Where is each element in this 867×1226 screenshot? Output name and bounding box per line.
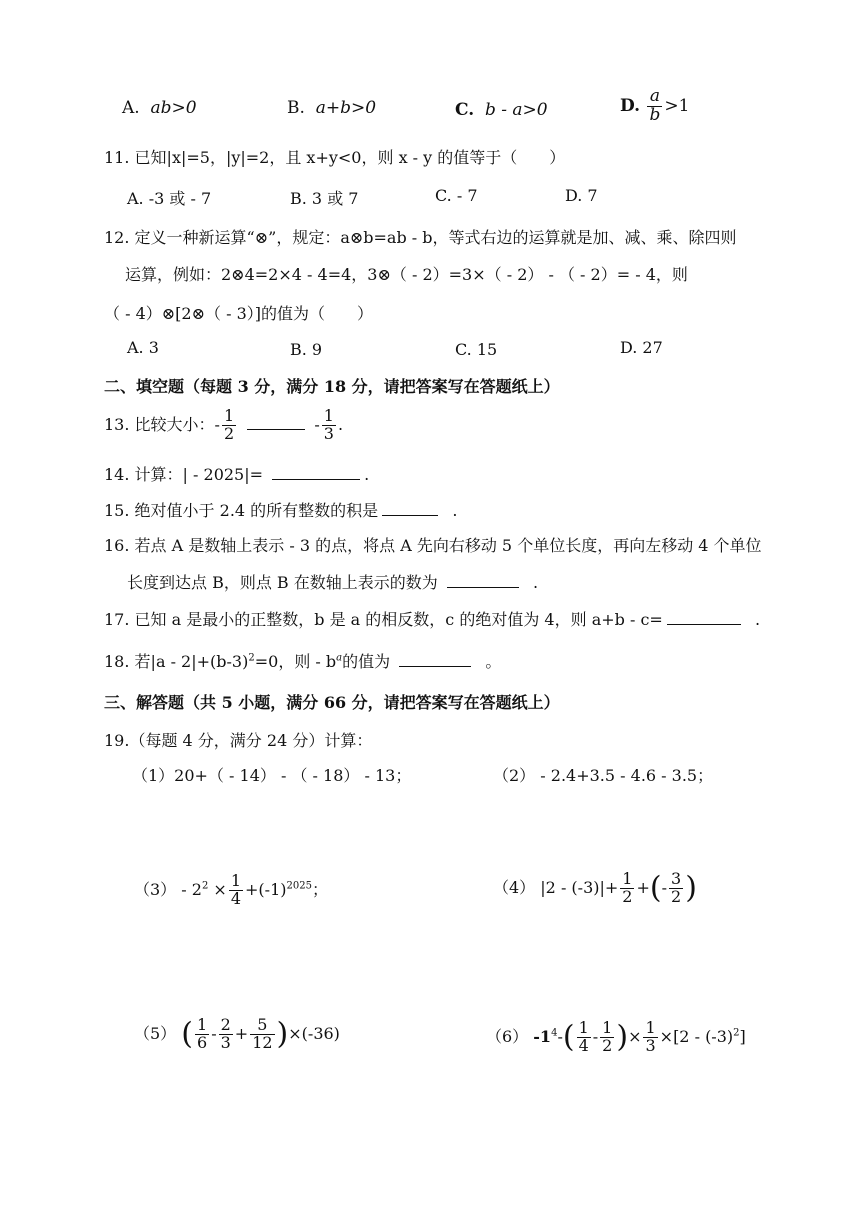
question-19-stem: （每题 4 分，满分 24 分）计算：	[129, 731, 373, 750]
question-16-line1: 若点 A 是数轴上表示 - 3 的点，将点 A 先向右移动 5 个单位长度，再向左移动 4 个单位	[134, 536, 762, 555]
q19-p5-right-paren: )	[276, 1016, 289, 1052]
q19-part-2: （2） - 2.4+3.5 - 4.6 - 3.5；	[493, 766, 714, 785]
q19-p4-right-paren: )	[685, 870, 697, 906]
q10-option-c-expr: b - a>0	[484, 100, 548, 120]
question-14: 14. 计算：| - 2025|= .	[104, 465, 370, 484]
q19-p5-fraction-2: $\frac{2}{3}$	[220, 1015, 231, 1052]
q13-fraction-1: $\frac{1}{2}$	[223, 406, 235, 443]
question-17: 17. 已知 a 是最小的正整数，b 是 a 的相反数，c 的绝对值为 4，则 a+b - c= .	[104, 610, 761, 629]
question-11-stem: 已知|x|=5，|y|=2，且 x+y<0，则 x - y 的值等于（ ）	[134, 148, 566, 167]
q11-option-b: B. 3 或 7	[290, 189, 359, 208]
q15-answer-blank[interactable]	[382, 515, 438, 516]
question-19: 19.（每题 4 分，满分 24 分）计算：	[104, 731, 373, 750]
q13-fraction-2: $\frac{1}{3}$	[323, 406, 334, 443]
q19-p6-fraction-2: $\frac{1}{2}$	[602, 1018, 613, 1055]
q19-p4-fraction-1: $\frac{1}{2}$	[622, 869, 633, 906]
q19-p3-fraction: $\frac{1}{4}$	[230, 871, 242, 908]
q19-p4-left-paren: (	[649, 870, 662, 906]
q12-option-b: B. 9	[290, 340, 323, 359]
q10-option-b-expr: a+b>0	[315, 98, 377, 118]
q19-part-6: （6） $-1^4-$( $\frac{1}{4}$ - $\frac{1}{2}$ )× $\frac{1}{3}$ $\times[2 - (-3)^2]$	[486, 1018, 746, 1055]
q10-option-a: A. ab>0	[122, 98, 197, 118]
question-11: 11. 已知|x|=5，|y|=2，且 x+y<0，则 x - y 的值等于（ ）	[104, 148, 566, 167]
section-3-title: 三、解答题（共 5 小题，满分 66 分，请把答案写在答题纸上）	[104, 693, 560, 712]
q19-part-3: $(3) - 2^2$ × $\frac{1}{4}$ $+(-1)^{2025}$；	[134, 871, 328, 908]
q19-p5-fraction-1: $\frac{1}{6}$	[197, 1015, 208, 1052]
question-15: 15. 绝对值小于 2.4 的所有整数的积是 .	[104, 501, 458, 520]
q19-part-5: （5） ( $\frac{1}{6}$ - $\frac{2}{3}$ + $\frac{5}{12}$ )×(-36)	[134, 1015, 340, 1052]
q18-answer-blank[interactable]	[399, 666, 471, 667]
question-12-line1: 定义一种新运算“⊗”，规定：a⊗b=ab - b，等式右边的运算就是加、减、乘、除四则	[134, 228, 737, 247]
q19-p6-right-paren: )	[616, 1019, 629, 1055]
q19-p5-fraction-3: $\frac{5}{12}$	[252, 1015, 273, 1052]
q10-option-d: D. $\frac{a}{b}$ >1	[620, 86, 690, 125]
question-18: 18. 若$|a - 2|+(b-3)^2=0$，则 - $b^a$的值为 。	[104, 652, 502, 671]
question-12-line3: （ - 4）⊗[2⊗（ - 3）]的值为（ ）	[104, 304, 373, 323]
q10-option-c: C. b - a>0	[455, 100, 548, 120]
q19-p6-fraction-3: $\frac{1}{3}$	[645, 1018, 656, 1055]
q11-option-d: D. 7	[565, 186, 598, 205]
question-16: 16. 若点 A 是数轴上表示 - 3 的点，将点 A 先向右移动 5 个单位长度，再向左移动 4 个单位	[104, 536, 762, 555]
q16-answer-blank[interactable]	[447, 587, 519, 588]
q13-answer-blank[interactable]	[247, 429, 305, 430]
question-12: 12. 定义一种新运算“⊗”，规定：a⊗b=ab - b，等式右边的运算就是加、减、乘、除四则	[104, 228, 737, 247]
q10-option-b: B. a+b>0	[287, 98, 377, 118]
q19-p4-fraction-2: $\frac{3}{2}$	[671, 869, 682, 906]
q19-p6-fraction-1: $\frac{1}{4}$	[578, 1018, 589, 1055]
q19-part-1: （1）20+（ - 14） - （ - 18） - 13；	[132, 766, 412, 785]
q12-option-d: D. 27	[620, 338, 663, 357]
q19-p5-left-paren: (	[181, 1016, 193, 1052]
q10-option-d-fraction: $\frac{a}{b}$	[649, 86, 661, 125]
question-12-line2: 运算，例如：2⊗4=2×4 - 4=4，3⊗（ - 2）=3×（ - 2） - （ - 2）= - 4，则	[125, 265, 688, 284]
q12-option-a: A. 3	[127, 338, 159, 357]
q19-part-4: （4） |2 - (-3)|+ $\frac{1}{2}$ +(- $\frac{3}{2}$ )	[493, 869, 697, 906]
q14-answer-blank[interactable]	[272, 479, 360, 480]
question-13: 13. 比较大小：- $\frac{1}{2}$ - $\frac{1}{3}$ .	[104, 406, 344, 443]
q12-option-c: C. 15	[455, 340, 498, 359]
q17-answer-blank[interactable]	[667, 624, 741, 625]
question-16-line2: 长度到达点 B，则点 B 在数轴上表示的数为 .	[127, 573, 539, 592]
q11-option-c: C. - 7	[435, 186, 478, 205]
q19-p6-left-paren: (	[562, 1019, 575, 1055]
q10-option-a-expr: ab>0	[150, 98, 197, 118]
section-2-title: 二、填空题（每题 3 分，满分 18 分，请把答案写在答题纸上）	[104, 377, 560, 396]
q11-option-a: A. -3 或 - 7	[127, 189, 212, 208]
